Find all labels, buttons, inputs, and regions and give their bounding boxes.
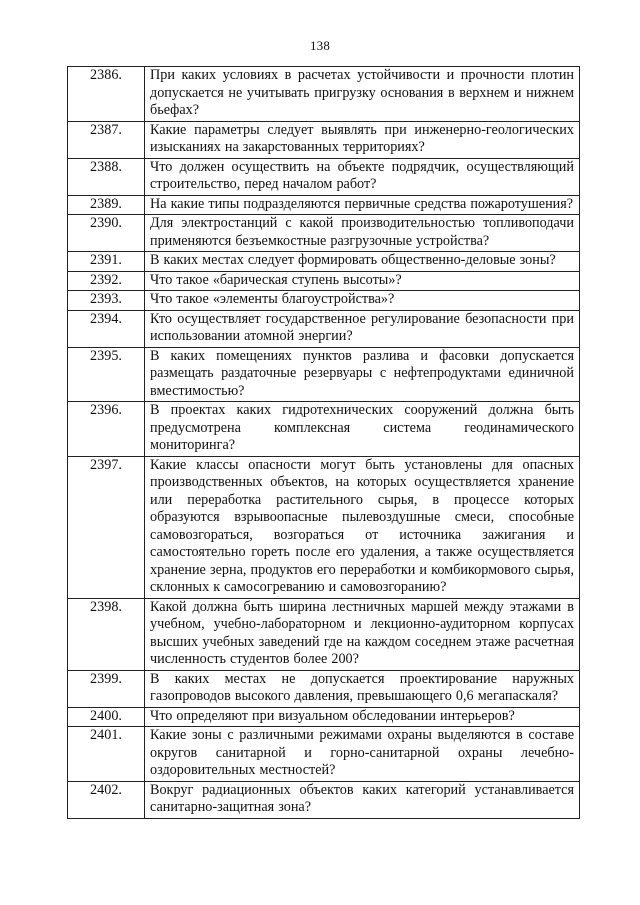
table-row (68, 121, 580, 158)
page-number: 138 (309, 38, 331, 53)
questions-table-body (68, 67, 580, 819)
question-text: Для электростанций с какой производительностью топливоподачи применяются безъемкостные разгрузочные устройства? (145, 215, 580, 252)
question-number: 2395. (68, 347, 145, 402)
question-text: Какие классы опасности могут быть установлены для опасных производственных объектов, на которых осуществляется хранение или переработка растительного сырья, в процессе которых образуются взрывоопасные пылевоздушные смеси, способные самовозгораться, возгораться от источника зажигания и самостоятельно гореть после его удаления, а также осуществляется хранение зерна, продуктов его переработки и комбикормового сырья, склонных к самосогреванию и самовозгоранию? (145, 456, 580, 598)
table-row (68, 252, 580, 272)
table-row (68, 402, 580, 457)
question-number: 2399. (68, 670, 145, 707)
question-number: 2397. (68, 456, 145, 598)
question-text: В каких помещениях пунктов разлива и фасовки допускается размещать раздаточные резервуары с нефтепродуктами единичной вместимостью? (145, 347, 580, 402)
question-text: В каких местах не допускается проектирование наружных газопроводов высокого давления, превышающего 0,6 мегапаскаля? (145, 670, 580, 707)
question-number: 2387. (68, 121, 145, 158)
question-number: 2386. (68, 67, 145, 122)
question-number: 2392. (68, 271, 145, 291)
question-text: Что определяют при визуальном обследовании интерьеров? (145, 707, 580, 727)
question-number: 2394. (68, 310, 145, 347)
table-row (68, 781, 580, 818)
question-text: Какие параметры следует выявлять при инженерно-геологических изысканиях на закарстованных территориях? (145, 121, 580, 158)
question-number: 2396. (68, 402, 145, 457)
table-row (68, 271, 580, 291)
question-number: 2398. (68, 598, 145, 670)
question-number: 2390. (68, 215, 145, 252)
question-text: Кто осуществляет государственное регулирование безопасности при использовании атомной энергии? (145, 310, 580, 347)
table-row (68, 598, 580, 670)
question-number: 2400. (68, 707, 145, 727)
table-row (68, 215, 580, 252)
question-text: В проектах каких гидротехнических сооружений должна быть предусмотрена комплексная система геодинамического мониторинга? (145, 402, 580, 457)
question-number: 2389. (68, 195, 145, 215)
table-row (68, 67, 580, 122)
table-row (68, 310, 580, 347)
table-row (68, 291, 580, 311)
table-row (68, 727, 580, 782)
question-text: Вокруг радиационных объектов каких категорий устанавливается санитарно-защитная зона? (145, 781, 580, 818)
question-number: 2393. (68, 291, 145, 311)
question-text: Какой должна быть ширина лестничных маршей между этажами в учебном, учебно-лабораторном и лекционно-аудиторном корпусах высших учебных заведений где на каждом соседнем этаже расчетная численность студентов более 200? (145, 598, 580, 670)
question-text: Что такое «барическая ступень высоты»? (145, 271, 580, 291)
question-number: 2402. (68, 781, 145, 818)
table-row (68, 347, 580, 402)
question-number: 2388. (68, 158, 145, 195)
table-row (68, 158, 580, 195)
question-text: Что должен осуществить на объекте подрядчик, осуществляющий строительство, перед началом работ? (145, 158, 580, 195)
table-row (68, 707, 580, 727)
table-row (68, 195, 580, 215)
question-number: 2391. (68, 252, 145, 272)
question-text: На какие типы подразделяются первичные средства пожаротушения? (145, 195, 580, 215)
question-text: Что такое «элементы благоустройства»? (145, 291, 580, 311)
question-number: 2401. (68, 727, 145, 782)
question-text: В каких местах следует формировать общественно-деловые зоны? (145, 252, 580, 272)
table-row (68, 670, 580, 707)
question-text: Какие зоны с различными режимами охраны выделяются в составе округов санитарной и горно-санитарной охраны лечебно-оздоровительных местностей? (145, 727, 580, 782)
question-text: При каких условиях в расчетах устойчивости и прочности плотин допускается не учитывать пригрузку основания в верхнем и нижнем бьефах? (145, 67, 580, 122)
table-row (68, 456, 580, 598)
questions-table (67, 66, 580, 819)
